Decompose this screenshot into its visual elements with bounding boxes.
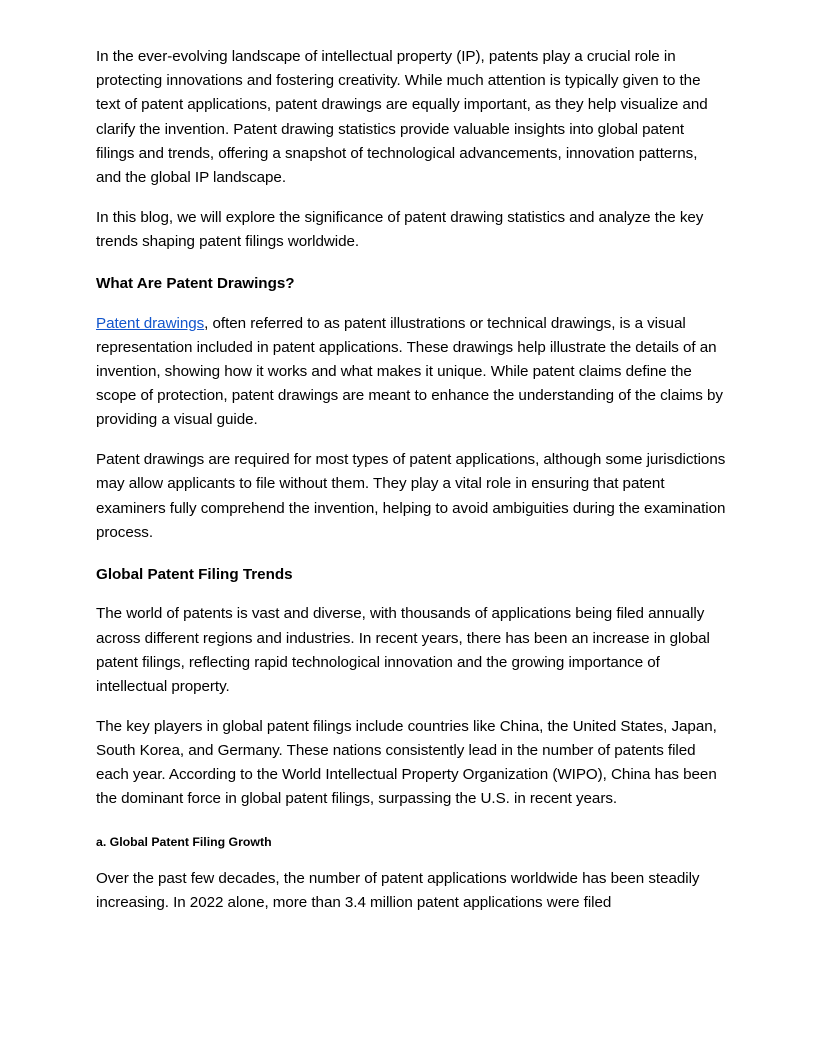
- world-of-patents-paragraph: The world of patents is vast and diverse, with thousands of applications being filed annually across different regions and industries. In recent years, there has been an increase in global patent filings, reflecting rapid technological innovation and the growing importance of intellectual property.: [96, 605, 710, 696]
- drawings-definition-text: , often referred to as patent illustrations or technical drawings, is a visual representation included in patent applications. These drawings help illustrate the details of an invention, showing how it works and what makes it unique. While patent claims define the scope of protection, patent drawings are meant to enhance the understanding of the claims by providing a visual guide.: [96, 314, 723, 429]
- patent-drawings-link[interactable]: Patent drawings: [96, 314, 205, 332]
- blog-intro-paragraph: In this blog, we will explore the significance of patent drawing statistics and analyze the key trends shaping patent filings worldwide.: [96, 208, 704, 250]
- document-page: [96, 45, 726, 915]
- intro-paragraph: In the ever-evolving landscape of intellectual property (IP), patents play a crucial role in protecting innovations and fostering creativity. While much attention is typically given to the text of patent applications, patent drawings are equally important, as they help visualize and clarify the invention. Patent drawing statistics provide valuable insights into global patent filings and trends, offering a snapshot of technological advancements, innovation patterns, and the global IP landscape.: [96, 48, 708, 187]
- heading-global-patent-filing-trends: Global Patent Filing Trends: [96, 565, 293, 583]
- key-players-paragraph: The key players in global patent filings include countries like China, the United States, Japan, South Korea, and Germany. These nations consistently lead in the number of patents filed each year. According to the World Intellectual Property Organization (WIPO), China has been the dominant force in global patent filings, surpassing the U.S. in recent years.: [96, 717, 717, 808]
- drawings-definition-paragraph: [96, 312, 726, 433]
- subheading-global-patent-filing-growth: a. Global Patent Filing Growth: [96, 834, 272, 849]
- drawings-required-paragraph: Patent drawings are required for most types of patent applications, although some jurisdictions may allow applicants to file without them. They play a vital role in ensuring that patent examiners fully comprehend the invention, helping to avoid ambiguities during the examination process.: [96, 451, 726, 541]
- heading-what-are-patent-drawings: What Are Patent Drawings?: [96, 275, 295, 293]
- growth-paragraph: Over the past few decades, the number of patent applications worldwide has been steadily increasing. In 2022 alone, more than 3.4 million patent applications were filed: [96, 869, 700, 911]
